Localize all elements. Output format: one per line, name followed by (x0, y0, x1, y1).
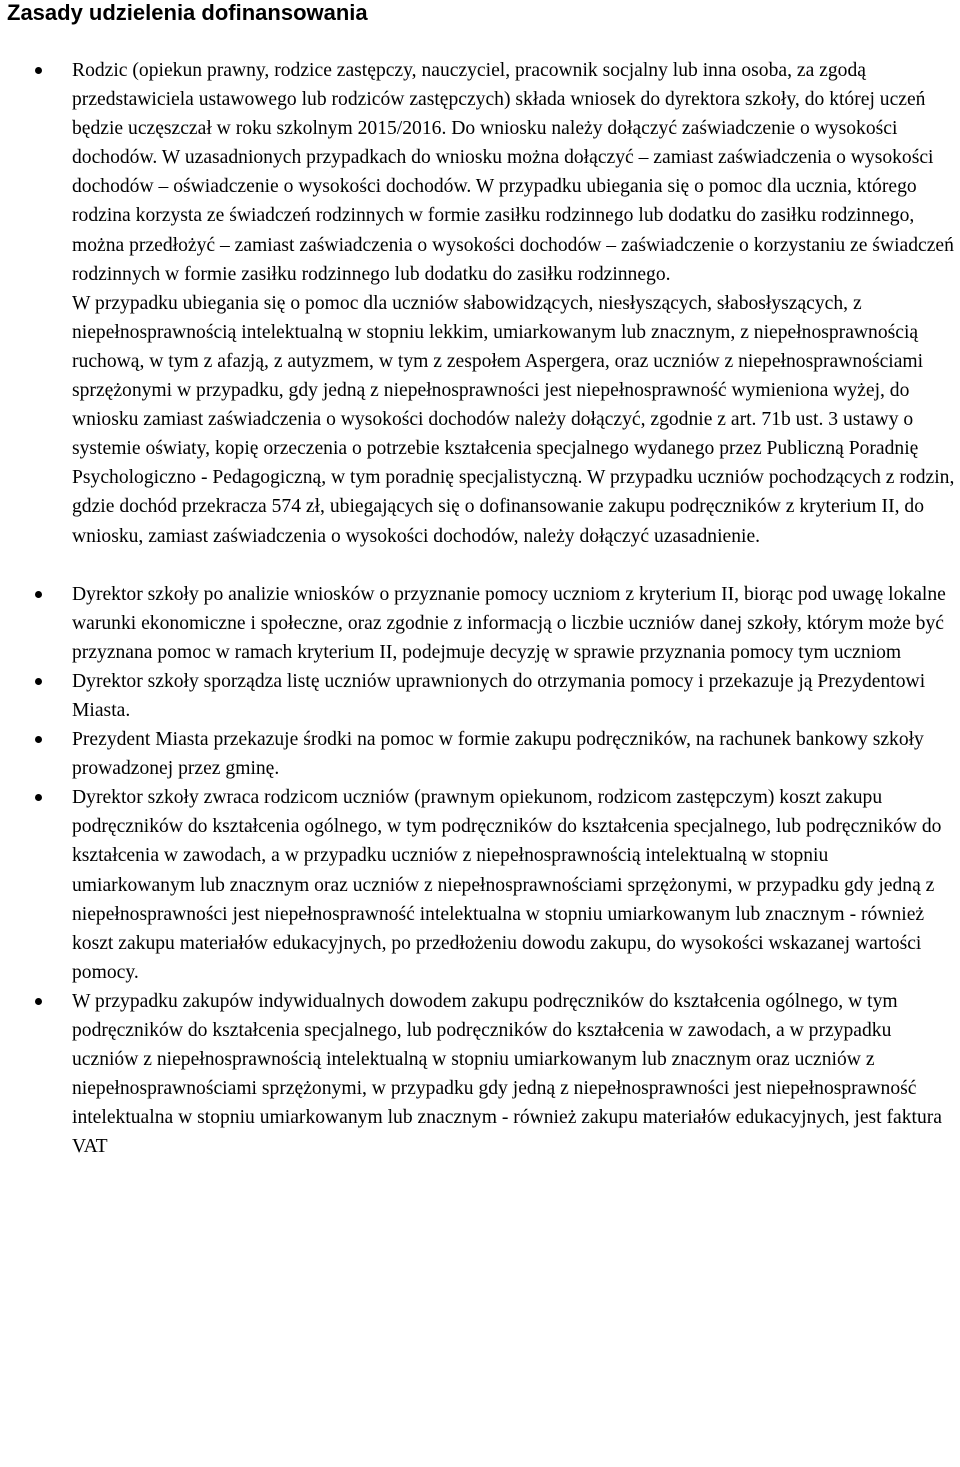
bullet-icon (35, 998, 42, 1005)
document-heading: Zasady udzielenia dofinansowania (7, 0, 368, 25)
item-paragraph: Dyrektor szkoły po analizie wniosków o przyznanie pomocy uczniom z kryterium II, biorąc pod uwagę lokalne warunki ekonomiczne i społeczne, oraz zgodnie z informacją o liczbie uczniów danej szkoły, którym może być przyznana pomoc w ramach kryterium II, podejmuje decyzję w sprawie przyznania pomocy tym uczniom (72, 583, 946, 663)
list-item (0, 783, 956, 987)
list-spacer (0, 551, 960, 580)
item-paragraph: Rodzic (opiekun prawny, rodzice zastępczy, nauczyciel, pracownik socjalny lub inna osoba, za zgodą przedstawiciela ustawowego lub rodziców zastępczych) składa wniosek do dyrektora szkoły, do której uczeń będzie uczęszczał w roku szkolnym 2015/2016. Do wniosku należy dołączyć zaświadczenie o wysokości dochodów. W uzasadnionych przypadkach do wniosku można dołączyć – zamiast zaświadczenia o wysokości dochodów – oświadczenie o wysokości dochodów. W przypadku ubiegania się o pomoc dla ucznia, którego rodzina korzysta ze świadczeń rodzinnych w formie zasiłku rodzinnego lub dodatku do zasiłku rodzinnego, można przedłożyć – zamiast zaświadczenia o wysokości dochodów – zaświadczenie o korzystaniu ze świadczeń rodzinnych w formie zasiłku rodzinnego lub dodatku do zasiłku rodzinnego. (72, 60, 954, 285)
item-paragraph: Dyrektor szkoły sporządza listę uczniów uprawnionych do otrzymania pomocy i przekazuje ją Prezydentowi Miasta. (72, 670, 926, 721)
item-paragraph: Dyrektor szkoły zwraca rodzicom uczniów (prawnym opiekunom, rodzicom zastępczym) koszt zakupu podręczników do kształcenia ogólnego, w tym podręczników do kształcenia specjalnego, lub podręczników do kształcenia w zawodach, a w przypadku uczniów z niepełnosprawnością intelektualną w stopniu umiarkowanym lub znacznym oraz uczniów z niepełnosprawnościami sprzężonymi, w przypadku gdy jedną z niepełnosprawności jest niepełnosprawność intelektualna w stopniu umiarkowanym lub znacznym - również koszt zakupu materiałów edukacyjnych, po przedłożeniu dowodu zakupu, do wysokości wskazanej wartości pomocy. (72, 787, 942, 983)
bullet-icon (35, 591, 42, 598)
item-paragraph: W przypadku ubiegania się o pomoc dla uczniów słabowidzących, niesłyszących, słabosłyszących, z niepełnosprawnością intelektualną w stopniu lekkim, umiarkowanym lub znacznym, z niepełnosprawnością ruchową, w tym z afazją, z autyzmem, w tym z zespołem Aspergera, oraz uczniów z niepełnosprawnościami sprzężonymi w przypadku, gdy jedną z niepełnosprawności jest niepełnosprawność wymieniona wyżej, do wniosku zamiast zaświadczenia o wysokości dochodów należy dołączyć, zgodnie z art. 71b ust. 3 ustawy o systemie oświaty, kopię orzeczenia o potrzebie kształcenia specjalnego wydanego przez Publiczną Poradnię Psychologiczno - Pedagogiczną, w tym poradnię specjalistyczną. W przypadku uczniów pochodzących z rodzin, gdzie dochód przekracza 574 zł, ubiegających się o dofinansowanie zakupu podręczników z kryterium II, do wniosku, zamiast zaświadczenia o wysokości dochodów, należy dołączyć uzasadnienie. (72, 292, 955, 547)
bullet-icon (35, 678, 42, 685)
rules-list (0, 56, 960, 1161)
bullet-icon (35, 736, 42, 743)
list-item (0, 56, 956, 551)
list-item (0, 725, 956, 783)
list-item (0, 987, 956, 1162)
bullet-icon (35, 67, 42, 74)
item-paragraph: Prezydent Miasta przekazuje środki na pomoc w formie zakupu podręczników, na rachunek bankowy szkoły prowadzonej przez gminę. (72, 729, 924, 780)
list-item (0, 667, 956, 725)
list-item (0, 580, 956, 667)
bullet-icon (35, 794, 42, 801)
item-paragraph: W przypadku zakupów indywidualnych dowodem zakupu podręczników do kształcenia ogólnego, w tym podręczników do kształcenia specjalnego, lub podręczników do kształcenia w zawodach, a w przypadku uczniów z niepełnosprawnością intelektualną w stopniu umiarkowanym lub znacznym oraz uczniów z niepełnosprawnościami sprzężonymi, w przypadku gdy jedną z niepełnosprawności jest niepełnosprawność intelektualna w stopniu umiarkowanym lub znacznym - również zakupu materiałów edukacyjnych, jest faktura VAT (72, 990, 942, 1158)
